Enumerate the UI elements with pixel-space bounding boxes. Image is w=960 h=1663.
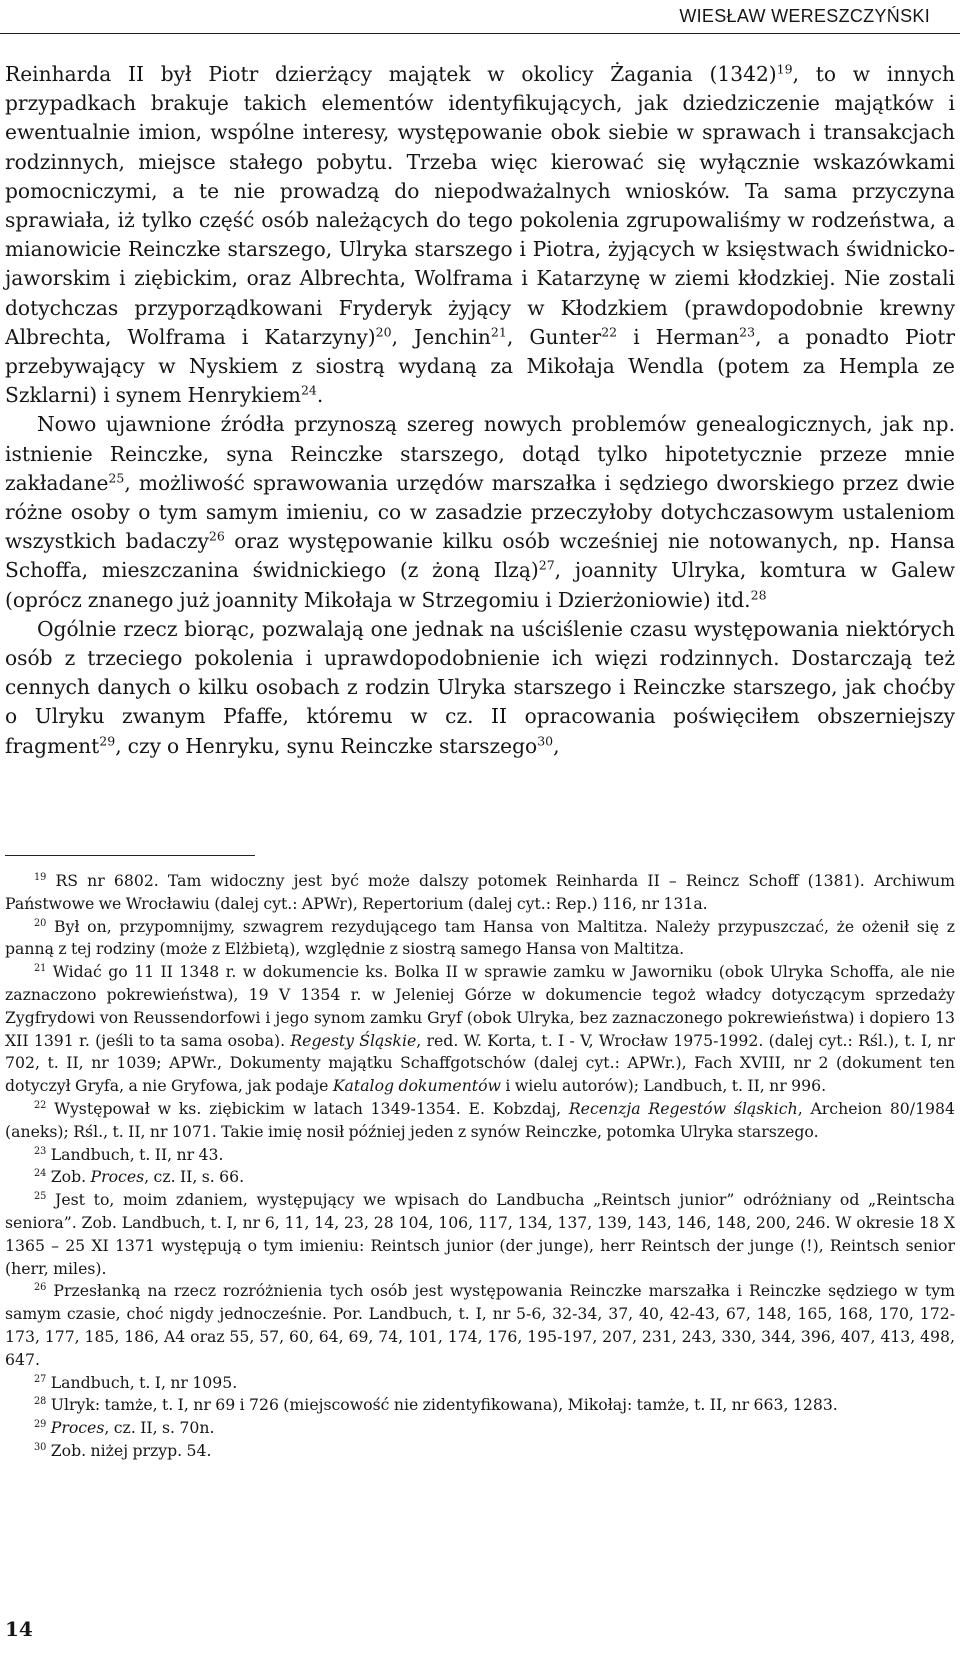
footnote-number: 21 [34,963,47,975]
footnote-ref: 20 [375,324,392,340]
footnote-ref: 24 [300,382,317,398]
footnote-ref: 30 [537,732,554,748]
footnote-ref: 29 [99,732,116,748]
footnote: $^{30}$ Zob. niżej przyp. 54. [34,1440,212,1460]
italic-title: Proces [90,1167,145,1187]
footnote: $^{19}$ RS nr 6802. Tam widoczny jest być może dalszy potomek Reinharda II – Reincz Schoff (1381). Archiwum Państwowe we Wrocławiu (dalej cyt.: APWr), Repertorium (dalej cyt.: Rep.) 116, nr 131a. [5,871,955,913]
footnote-number: 27 [34,1373,47,1385]
footnote-ref: 22 [601,324,618,340]
paragraph: Reinharda II był Piotr dzierżący majątek w okolicy Żagania $(1342)^{19}$, to w innych przypadkach brakuje takich elementów identyfikujących, jak dziedziczenie majątków i ewentualnie imion, wspólne interesy, występowanie obok siebie w sprawach i transakcjach rodzinnych, miejsce stałego pobytu. Trzeba więc kierować się wyłącznie wskazówkami pomocniczymi, a te nie prowadzą do niepodważalnych wniosków. Ta sama przyczyna sprawiała, iż tylko część osób należących do tego pokolenia zgrupowaliśmy w rodzeństwa, a mianowicie Reinczke starszego, Ulryka starszego i Piotra, żyjących w księstwach świdnicko-jaworskim i ziębickim, oraz Albrechta, Wolframa i Katarzynę w ziemi kłodzkiej. Nie zostali dotychczas przyporządkowani Fryderyk żyjący w Kłodzkiem (prawdopodobnie krewny Albrechta, Wolframa i Katarzyny)$^{20}$, Jenchin$^{21}$, Gunter$^{22}$ i Herman$^{23}$, a ponadto Piotr przebywający w Nyskiem z siostrą wydaną za Mikołaja Wendla (potem za Hempla ze Szklarni) i synem Henrykiem$^{24}$. [5,61,956,408]
footnote-number: 20 [34,917,47,929]
footnote-number: 22 [34,1099,47,1111]
footnote: $^{20}$ Był on, przypomnijmy, szwagrem rezydującego tam Hansa von Maltitza. Należy przypuszczać, że ożenił się z panną z tej rodziny (może z Elżbietą), względnie z siostrą samego Hansa von Maltitza. [5,916,955,959]
footnote: $^{22}$ Występował w ks. ziębickim w latach 1349-1354. E. Kobzdaj, Recenzja Regestów śląskich, Archeion 80/1984 (aneks); Rśl., t. II, nr 1071. Takie imię nosił później jeden z synów Reinczke, potomka Ulryka starszego. [5,1098,955,1141]
italic-title: Proces [50,1418,105,1438]
footnote: $^{25}$ Jest to, moim zdaniem, występujący we wpisach do Landbucha „Reintsch junior” odróżniany od „Reintscha seniora”. Zob. Landbuch, t. I, nr 6, 11, 14, 23, 28 104, 106, 117, 134, 137, 139, 143, 146, 148, 200, 246. W okresie 18 X 1365 – 25 XI 1371 występują o tym imieniu: Reintsch junior (der junge), herr Reintsch der junge (!), Reintsch senior (herr, miles). [5,1190,955,1278]
footnote-number: 26 [34,1282,47,1294]
footnote: $^{26}$ Przesłanką na rzecz rozróżnienia tych osób jest występowania Reinczke marszałka i Reinczke sędziego w tym samym czasie, choć nigdy jednocześnie. Por. Landbuch, t. I, nr 5-6, 32-34, 37, 40, 42-43, 67, 148, 165, 168, 170, 172-173, 177, 185, 186, A4 oraz 55, 57, 60, 64, 69, 74, 101, 174, 176, 195-197, 207, 231, 243, 330, 344, 396, 407, 413, 498, 647. [5,1281,955,1369]
footnote: $^{27}$ Landbuch, t. I, nr 1095. [34,1372,238,1392]
italic-title: Recenzja Regestów śląskich [568,1098,798,1118]
footnote-number: 23 [34,1145,47,1157]
italic-title: Katalog dokumentów [332,1076,501,1096]
footnote-number: 19 [34,871,47,883]
footnote-ref: 28 [750,586,767,602]
footnote: $^{28}$ Ulryk: tamże, t. I, nr 69 i 726 (miejscowość nie zidentyfikowana), Mikołaj: tamże, t. II, nr 663, 1283. [34,1395,838,1415]
footnote-number: 30 [34,1441,47,1453]
footnote-ref: 23 [739,324,756,340]
footnote-number: 29 [34,1419,47,1431]
footnote-rule [5,855,255,856]
footnote: $^{21}$ Widać go 11 II 1348 r. w dokumencie ks. Bolka II w sprawie zamku w Jaworniku (obok Ulryka Schoffa, ale nie zaznaczono pokrewieństwa), 19 V 1354 r. w Jeleniej Górze w dokumencie tegoż władcy dotyczącym sprzedaży Zygfrydowi von Reussendorfowi i jego synom zamku Gryf (obok Ulryka, bez zaznaczonego pokrewieństwa) i dopiero 13 XII 1391 r. (jeśli to ta sama osoba). Regesty Śląskie, red. W. Korta, t. I - V, Wrocław 1975-1992. (dalej cyt.: Rśl.), t. I, nr 702, t. II, nr 1039; APWr., Dokumenty majątku Schaffgotschów (dalej cyt.: APWr.), Fach XVIII, nr 2 (dokument ten dotyczył Gryfa, a nie Gryfowa, jak podaje Katalog dokumentów i wielu autorów); Landbuch, t. II, nr 996. [5,962,956,1096]
page-number: 14 [5,1617,33,1641]
footnote: $^{23}$ Landbuch, t. II, nr 43. [34,1144,224,1164]
italic-title: Regesty Śląskie [290,1030,417,1050]
footnote-ref: 26 [208,528,225,544]
footnote: $^{29}$ Proces, cz. II, s. 70n. [34,1418,215,1438]
footnote-ref: 19 [776,61,793,77]
footnotes [5,870,955,1463]
header-rule [0,33,960,34]
footnote-number: 25 [34,1191,47,1203]
footnote-ref: 27 [538,557,555,573]
footnote-number: 28 [34,1396,47,1408]
paragraph: Ogólnie rzecz biorąc, pozwalają one jednak na uściślenie czasu występowania niektórych osób z trzeciego pokolenia i uprawdopodobnienie ich więzi rodzinnych. Dostarczają też cennych danych o kilku osobach z rodzin Ulryka starszego i Reinczke starszego, jak choćby o Ulryku zwanym Pfaffe, któremu w cz. II opracowania poświęciłem obszerniejszy fragment$^{29}$, czy o Henryku, synu Reinczke starszego$^{30}$, [5,616,955,758]
footnote: $^{24}$ Zob. Proces, cz. II, s. 66. [34,1167,245,1187]
footnote-number: 24 [34,1168,47,1180]
main-text [5,60,955,761]
footnote-ref: 21 [490,324,507,340]
running-head: WIESŁAW WERESZCZYŃSKI [679,6,930,26]
paragraph: Nowo ujawnione źródła przynoszą szereg nowych problemów genealogicznych, jak np. istnienie Reinczke, syna Reinczke starszego, dotąd tylko hipotetycznie przeze mnie zakładane$^{25}$, możliwość sprawowania urzędów marszałka i sędziego dworskiego przez dwie różne osoby o tym samym imieniu, co w zasadzie przeczyłoby dotychczasowym ustaleniom wszystkich badaczy$^{26}$ oraz występowanie kilku osób wcześniej nie notowanych, np. Hansa Schoffa, mieszczanina świdnickiego (z żoną Ilzą)$^{27}$, joannity Ulryka, komtura w Galew (oprócz znanego już joannity Mikołaja w Strzegomiu i Dzierżoniowie) itd.$^{28}$ [5,412,955,612]
footnote-ref: 25 [108,470,125,486]
